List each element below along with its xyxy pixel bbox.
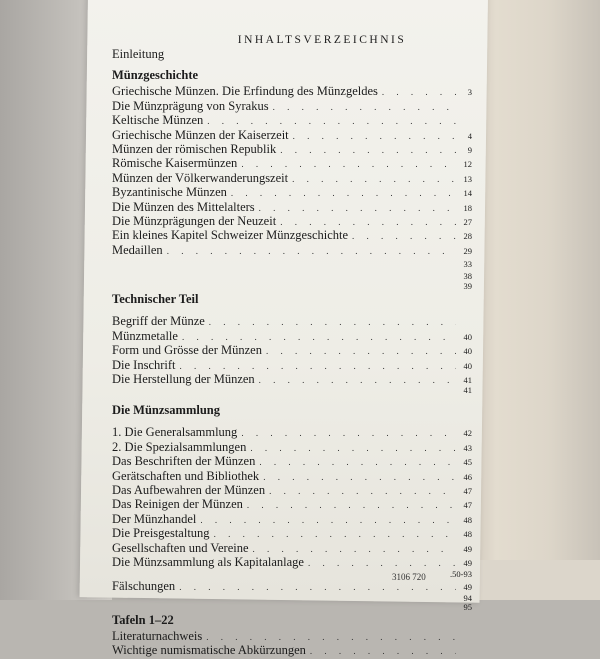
book-gutter-bottom xyxy=(470,560,600,600)
toc-entry-label: Keltische Münzen xyxy=(112,113,204,128)
toc-entry xyxy=(112,314,472,328)
toc-entry-label: Die Münzprägungen der Neuzeit xyxy=(112,213,277,228)
toc-entry xyxy=(112,156,472,170)
toc-entry xyxy=(112,643,472,657)
toc-entry-label: Der Münzhandel xyxy=(112,511,197,526)
toc-entry xyxy=(112,214,472,228)
toc-entry-label: Wichtige numismatische Abkürzungen xyxy=(112,643,306,658)
toc-entry-page: 47 xyxy=(463,485,472,496)
toc-entry-page: 46 xyxy=(463,471,472,482)
toc-trailing-page: .50-93 xyxy=(450,569,472,580)
toc-entry-page: 12 xyxy=(463,159,472,170)
toc-entry-label: Die Münzprägung von Syrakus xyxy=(112,98,269,113)
toc-entry-page: 4 xyxy=(467,130,472,141)
toc-entry-label: Die Münzsammlung als Kapitalanlage xyxy=(112,554,304,569)
toc-entry xyxy=(112,497,472,511)
toc-entry xyxy=(112,185,472,199)
toc-entry-label: Fälschungen xyxy=(112,579,176,594)
toc-entry xyxy=(112,128,472,142)
toc-entry xyxy=(112,541,472,555)
toc-entry xyxy=(112,526,472,540)
toc-entry-page: 40 xyxy=(463,360,472,371)
toc-entry-label: Die Münzen des Mittelalters xyxy=(112,199,255,214)
section-heading: Tafeln 1–22 xyxy=(112,612,174,627)
toc-entry xyxy=(112,84,472,98)
toc-entry-page: 49 xyxy=(463,557,472,568)
table-of-contents xyxy=(112,34,472,658)
toc-trailing-page: 38 xyxy=(463,271,472,282)
toc-entry-label: Griechische Münzen. Die Erfindung des Münzgeldes xyxy=(112,84,378,99)
toc-entry-label: Münzen der römischen Republik xyxy=(112,141,277,156)
toc-entry-label: Griechische Münzen der Kaiserzeit xyxy=(112,127,289,142)
toc-entry xyxy=(112,483,472,497)
toc-entry-label: Ein kleines Kapitel Schweizer Münzgeschichte xyxy=(112,228,349,243)
toc-trailing-page: 41 xyxy=(463,385,472,396)
toc-entry-label: Das Beschriften der Münzen xyxy=(112,454,256,469)
toc-entry-label: Literaturnachweis xyxy=(112,628,203,643)
toc-entry-page: 40 xyxy=(463,331,472,342)
toc-entry-label: Die Inschrift xyxy=(112,357,176,372)
print-number: 3106 720 xyxy=(392,572,426,582)
toc-entry-page: 14 xyxy=(463,188,472,199)
toc-entry xyxy=(112,358,472,372)
toc-entry-page: 13 xyxy=(463,173,472,184)
toc-entry-label: Medaillen xyxy=(112,242,163,257)
toc-entry xyxy=(112,228,472,242)
toc-entry-page: 29 xyxy=(463,245,472,256)
toc-entry-label: Form und Grösse der Münzen xyxy=(112,343,262,358)
toc-trailing-page: 39 xyxy=(463,281,472,292)
toc-entry-label: Gerätschaften und Bibliothek xyxy=(112,468,260,483)
toc-trailing-page: 33 xyxy=(463,259,472,270)
section-heading: Technischer Teil xyxy=(112,292,199,307)
toc-entry-page: 49 xyxy=(463,582,472,593)
toc-trailing-page: 95 xyxy=(463,601,472,612)
toc-entry-label: Münzmetalle xyxy=(112,328,178,343)
toc-entry-label: Münzen der Völkerwanderungszeit xyxy=(112,170,289,185)
toc-entry xyxy=(112,243,472,257)
toc-entry-page: 3 xyxy=(467,87,472,98)
toc-entry-label: Die Preisgestaltung xyxy=(112,526,210,541)
toc-entry-page: 48 xyxy=(463,529,472,540)
toc-entry xyxy=(112,171,472,185)
toc-entry-label: Byzantinische Münzen xyxy=(112,185,227,200)
toc-entry-label: 2. Die Spezialsammlungen xyxy=(112,439,247,454)
toc-entry xyxy=(112,440,472,454)
toc-entry xyxy=(112,99,472,113)
toc-entry xyxy=(112,113,472,127)
toc-entry-page: 49 xyxy=(463,543,472,554)
toc-trailing-page: 94 xyxy=(463,592,472,603)
toc-entry-page: 47 xyxy=(463,500,472,511)
page-title: INHALTSVERZEICHNIS xyxy=(237,34,407,46)
toc-entry-page: 40 xyxy=(463,346,472,357)
toc-entry xyxy=(112,329,472,343)
toc-entry xyxy=(112,629,472,643)
toc-entry-page: 48 xyxy=(463,514,472,525)
toc-entry-page: 27 xyxy=(463,216,472,227)
toc-entry-page: 45 xyxy=(463,457,472,468)
toc-entry xyxy=(112,142,472,156)
toc-entry-label: Römische Kaisermünzen xyxy=(112,156,238,171)
section-heading: Die Münzsammlung xyxy=(112,403,220,418)
toc-entry-intro xyxy=(112,47,472,61)
toc-entry xyxy=(112,343,472,357)
toc-entry-label: Begriff der Münze xyxy=(112,314,205,329)
book-gutter xyxy=(470,0,600,600)
toc-entry xyxy=(112,555,472,569)
toc-entry-label: 1. Die Generalsammlung xyxy=(112,425,238,440)
toc-entry xyxy=(112,372,472,386)
toc-entry xyxy=(112,200,472,214)
toc-entry xyxy=(112,512,472,526)
toc-entry-label: Gesellschaften und Vereine xyxy=(112,540,249,555)
toc-entry-label: Einleitung xyxy=(112,47,165,61)
toc-entry xyxy=(112,454,472,468)
toc-entry-page: 9 xyxy=(467,144,472,155)
toc-entry-page: 28 xyxy=(463,231,472,242)
toc-entry-page: 41 xyxy=(463,375,472,386)
toc-entry-label: Das Reinigen der Münzen xyxy=(112,497,243,512)
toc-entry-page: 43 xyxy=(463,442,472,453)
section-heading: Münzgeschichte xyxy=(112,68,199,83)
toc-entry xyxy=(112,425,472,439)
toc-entry-label: Die Herstellung der Münzen xyxy=(112,372,255,387)
toc-entry-label: Das Aufbewahren der Münzen xyxy=(112,482,266,497)
toc-entry-page: 18 xyxy=(463,202,472,213)
toc-entry-page: 42 xyxy=(463,428,472,439)
toc-entry xyxy=(112,469,472,483)
